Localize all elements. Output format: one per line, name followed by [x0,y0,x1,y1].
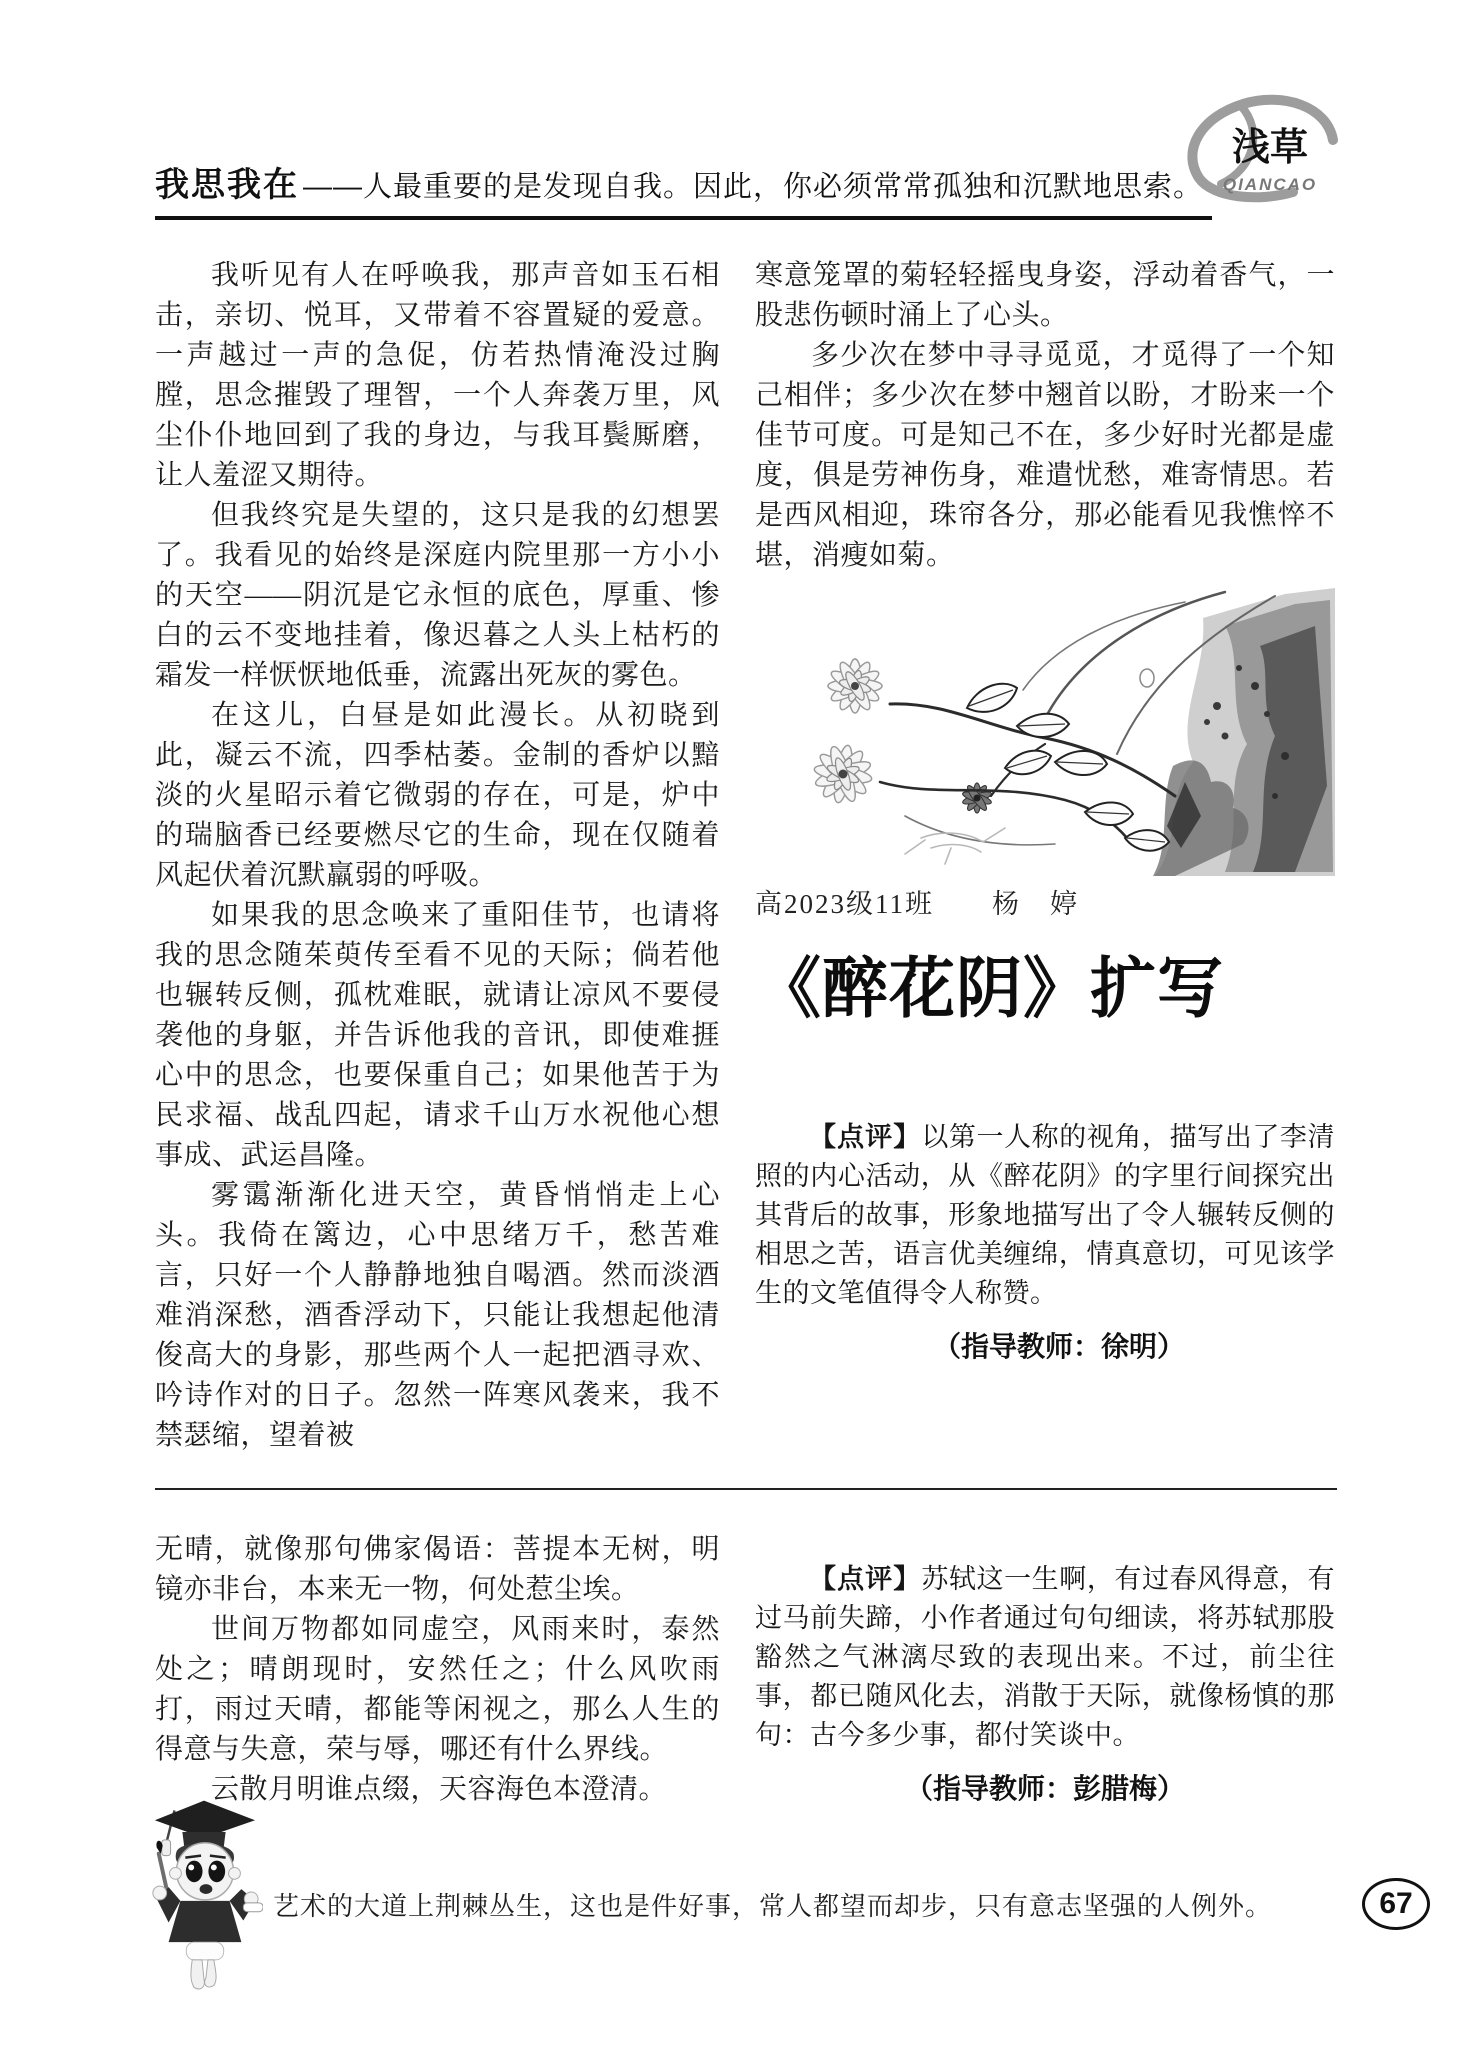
paragraph: 但我终究是失望的，这只是我的幻想罢了。我看见的始终是深庭内院里那一方小小的天空——阴沉是它永恒的底色，厚重、惨白的云不变地挂着，像迟暮之人头上枯朽的霜发一样恹恹地低垂，流露出死灰的雾色。 [155,500,720,691]
paragraph: 寒意笼罩的菊轻轻摇曳身姿，浮动着香气，一股悲伤顿时涌上了心头。 [755,260,1335,331]
teacher-credit: （指导教师：彭腊梅） [904,1773,1185,1804]
byline: 高2023级11班 杨 婷 [755,889,1079,919]
logo-cn-text: 浅草 [1231,127,1309,169]
bottom-section [155,1530,1335,1810]
header-rule [155,216,1212,220]
footer-quote: 艺术的大道上荆棘丛生，这也是件好事，常人都望而却步，只有意志坚强的人例外。 [273,1891,1273,1921]
grasshopper-sketch [905,828,1005,864]
comment-label: 【点评】 [809,1122,922,1152]
paragraph: 世间万物都如同虚空，风雨来时，泰然处之；晴朗现时，安然任之；什么风吹雨打，雨过天晴，都能等闲视之，那么人生的得意与失意，荣与辱，哪还有什么界线。 [155,1614,720,1765]
article2-left-column [155,1530,720,1810]
chrysanthemum-ink-painting [755,586,1335,876]
page-footer [145,1790,1432,2000]
paragraph: 无晴，就像那句佛家偈语：菩提本无树，明镜亦非台，本来无一物，何处惹尘埃。 [155,1534,720,1605]
header-slogan-text: ——人最重要的是发现自我。因此，你必须常常孤独和沉默地思索。 [303,171,1204,203]
article1-right-column [755,256,1335,1456]
teacher-credit: （指导教师：徐明） [932,1331,1185,1362]
paragraph: 云散月明谁点缀，天容海色本澄清。 [211,1774,668,1805]
comment-label: 【点评】 [809,1564,922,1594]
logo-en-text: QIANCAO [1222,175,1318,194]
small-chrysanthemum [961,783,992,813]
chrysanthemum-flower [828,659,882,713]
rock-cliff [1153,588,1335,876]
page-header [155,88,1429,220]
comment-text: 苏轼这一生啊，有过春风得意，有过马前失蹄，小作者通过句句细读，将苏轼那股豁然之气淋漓尽致的表现出来。不过，前尘往事，都已随风化去，消散于天际，就像杨慎的那句：古今多少事，都付笑谈中。 [755,1564,1336,1750]
paragraph: 我听见有人在呼唤我，那声音如玉石相击，亲切、悦耳，又带着不容置疑的爱意。一声越过一声的急促，仿若热情淹没过胸膛，思念摧毁了理智，一个人奔袭万里，风尘仆仆地回到了我的身边，与我耳鬓厮磨，让人羞涩又期待。 [155,260,720,491]
leaves [967,684,1169,851]
section-divider [155,1488,1337,1490]
chrysanthemum-flower [813,744,873,804]
comment-paragraph [755,1560,1335,1755]
comment-text: 以第一人称的视角，描写出了李清照的内心活动，从《醉花阴》的字里行间探究出其背后的故事，形象地描写出了令人辗转反侧的相思之苦，语言优美缠绵，情真意切，可见该学生的文笔值得令人称赞。 [755,1122,1336,1308]
page-number-badge [1362,1878,1430,1930]
paragraph: 在这儿，白昼是如此漫长。从初晓到此，凝云不流，四季枯萎。金制的香炉以黯淡的火星昭示着它微弱的存在，可是，炉中的瑞脑香已经要燃尽它的生命，现在仅随着风起伏着沉默羸弱的呼吸。 [155,700,720,891]
comment-block-2 [755,1560,1335,1807]
header-slogan-title: 我思我在 [155,166,299,204]
header-slogan [155,157,1203,206]
paragraph: 如果我的思念唤来了重阳佳节，也请将我的思念随茱萸传至看不见的天际；倘若他也辗转反侧，孤枕难眠，就请让凉风不要侵袭他的身躯，并告诉他我的音讯，即使难捱心中的思念，也要保重自己；如果他苦于为民求福、战乱四起，请求千山万水祝他心想事成、武运昌隆。 [155,900,720,1171]
qiancao-logo [1175,88,1345,208]
article1-left-column [155,256,720,1456]
comment-paragraph [755,1118,1335,1313]
article2-right-column [755,1530,1335,1810]
graduate-child-mascot [145,1790,263,1998]
comment-block-1 [755,1118,1335,1365]
paragraph: 多少次在梦中寻寻觅觅，才觅得了一个知己相伴；多少次在梦中翘首以盼，才盼来一个佳节可度。可是知己不在，多少好时光都是虚度，俱是劳神伤身，难遣忧愁，难寄情思。若是西风相迎，珠帘各分，那必能看见我憔悴不堪，消瘦如菊。 [755,340,1335,571]
page-number: 67 [1379,1887,1413,1920]
top-section [155,256,1335,1456]
article-title: 《醉花阴》扩写 [755,953,1224,1026]
paragraph: 雾霭渐渐化进天空，黄昏悄悄走上心头。我倚在篱边，心中思绪万千，愁苦难言，只好一个人静静地独自喝酒。然而淡酒难消深愁，酒香浮动下，只能让我想起他清俊高大的身影，那些两个人一起把酒寻欢、吟诗作对的日子。忽然一阵寒风袭来，我不禁瑟缩，望着被 [155,1180,720,1451]
